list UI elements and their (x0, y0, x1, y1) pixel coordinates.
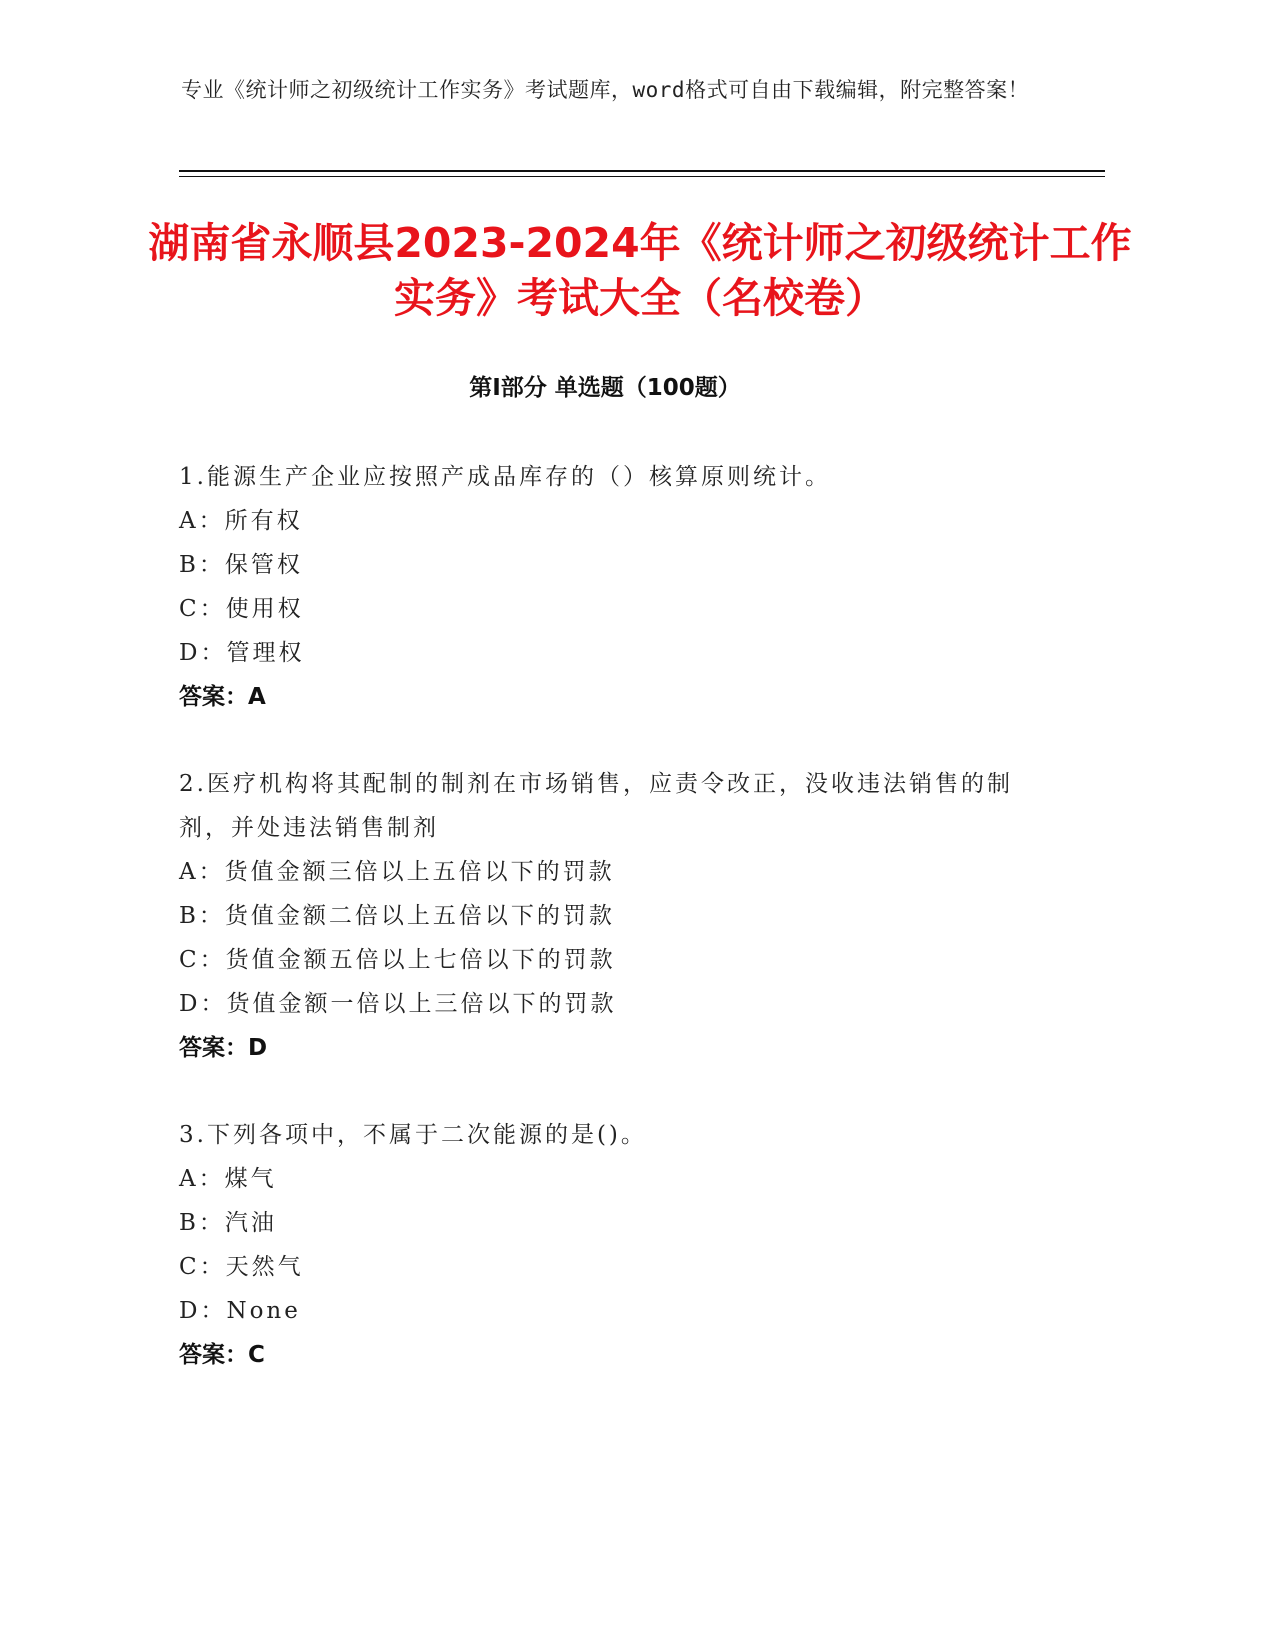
header-note: 专业《统计师之初级统计工作实务》考试题库，word格式可自由下载编辑，附完整答案！ (181, 78, 1030, 102)
question-stem: 2.医疗机构将其配制的制剂在市场销售，应责令改正，没收违法销售的制剂，并处违法销售制剂 (179, 771, 1013, 841)
question-list (179, 455, 1039, 1420)
option-d: D：货值金额一倍以上三倍以下的罚款 (179, 991, 617, 1017)
question-3 (179, 1113, 1039, 1377)
option-a: A：货值金额三倍以上五倍以下的罚款 (179, 859, 615, 885)
option-a: A：所有权 (179, 508, 303, 534)
answer: 答案：A (179, 684, 266, 710)
header-rule-thin (179, 176, 1105, 177)
question-1 (179, 455, 1039, 719)
question-stem: 3.下列各项中，不属于二次能源的是()。 (179, 1122, 647, 1148)
question-2 (179, 762, 1039, 1070)
answer: 答案：C (179, 1342, 265, 1368)
option-c: C：天然气 (179, 1254, 304, 1280)
option-c: C：使用权 (179, 596, 304, 622)
option-d: D：管理权 (179, 640, 305, 666)
section-title: 第I部分 单选题（100题） (469, 375, 741, 401)
option-b: B：汽油 (179, 1210, 277, 1236)
option-b: B：保管权 (179, 552, 303, 578)
header-rule-thick (179, 170, 1105, 172)
question-stem: 1.能源生产企业应按照产成品库存的（）核算原则统计。 (179, 464, 831, 490)
option-b: B：货值金额二倍以上五倍以下的罚款 (179, 903, 615, 929)
answer: 答案：D (179, 1035, 268, 1061)
document-title: 湖南省永顺县2023-2024年《统计师之初级统计工作实务》考试大全（名校卷） (148, 219, 1132, 322)
option-d: D：None (179, 1298, 301, 1324)
option-c: C：货值金额五倍以上七倍以下的罚款 (179, 947, 616, 973)
option-a: A：煤气 (179, 1166, 277, 1192)
